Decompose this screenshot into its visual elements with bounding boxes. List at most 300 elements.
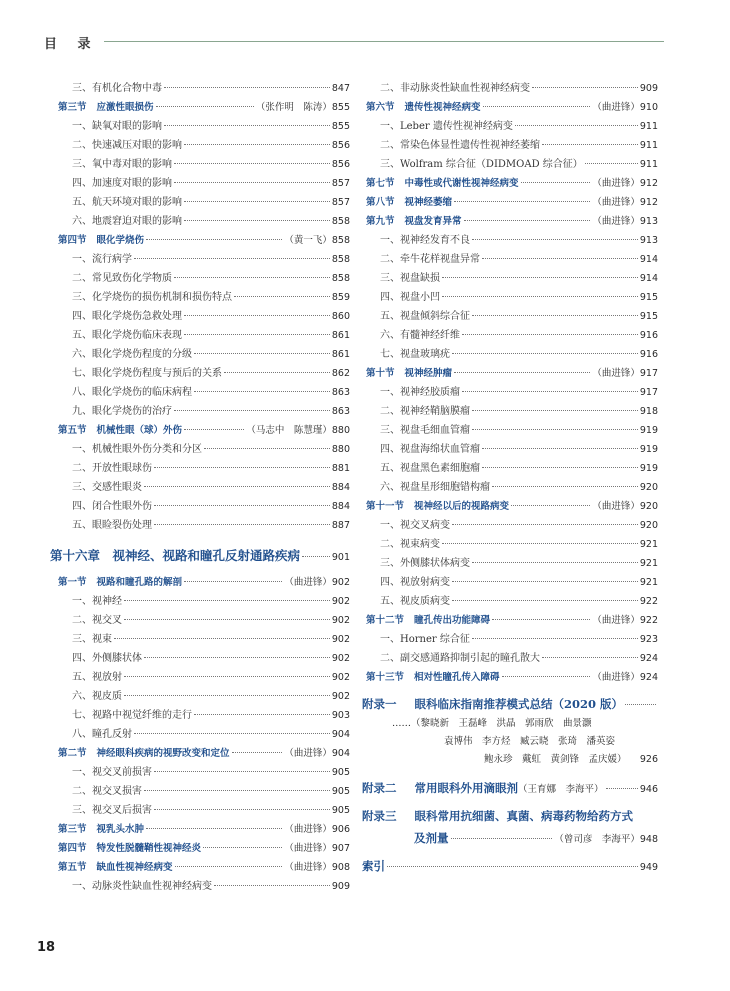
toc-entry-title: 四、视盘小凹 — [380, 292, 440, 303]
toc-leader — [472, 562, 638, 563]
toc-entry — [58, 459, 350, 478]
toc-entry — [58, 611, 350, 630]
toc-entry-title: 四、视盘海绵状血管瘤 — [380, 444, 480, 455]
appendix-1 — [362, 693, 658, 769]
toc-leader — [164, 87, 330, 88]
toc-entry — [58, 326, 350, 345]
toc-page-number: 914 — [639, 273, 658, 284]
toc-entry-title: 四、外侧膝状体 — [72, 653, 142, 664]
toc-leader — [472, 638, 638, 639]
toc-leader — [214, 885, 330, 886]
toc-leader — [194, 714, 330, 715]
section-number: 第二节 — [58, 748, 87, 759]
toc-entry-title: 五、眼睑裂伤处理 — [72, 520, 152, 531]
toc-entry-title: 二、视交叉 — [72, 615, 122, 626]
index-title: 索引 — [362, 859, 385, 873]
section-number: 第一节 — [58, 577, 87, 588]
toc-entry — [58, 877, 350, 896]
toc-entry-title: 二、非动脉炎性缺血性视神经病变 — [380, 83, 530, 94]
header-rule — [104, 41, 664, 42]
toc-leader — [144, 486, 330, 487]
toc-leader — [451, 838, 553, 839]
toc-page-number: 862 — [331, 368, 350, 379]
toc-entry — [366, 326, 658, 345]
section-number: 第十一节 — [366, 501, 405, 512]
toc-page-number: 901 — [331, 552, 350, 563]
toc-section-heading — [366, 668, 658, 687]
toc-leader — [482, 448, 638, 449]
toc-page-number: 904 — [331, 729, 350, 740]
toc-leader — [532, 87, 638, 88]
toc-page-number: 924 — [639, 672, 658, 683]
toc-page-number: 905 — [331, 805, 350, 816]
toc-leader — [521, 182, 591, 183]
toc-leader — [442, 296, 638, 297]
toc-entry — [366, 136, 658, 155]
toc-leader — [204, 448, 330, 449]
toc-entry-title: 神经眼科疾病的视野改变和定位 — [96, 748, 230, 759]
toc-entry-title: 三、视交叉后损害 — [72, 805, 152, 816]
toc-leader — [232, 752, 283, 753]
toc-entry — [58, 250, 350, 269]
toc-entry-title: 一、流行病学 — [72, 254, 132, 265]
toc-leader — [184, 220, 330, 221]
toc-page-number: 915 — [639, 292, 658, 303]
toc-right-entries — [366, 79, 658, 687]
toc-entry-title: 五、视皮质病变 — [380, 596, 450, 607]
toc-entry-title: 四、视放射病变 — [380, 577, 450, 588]
toc-leader — [483, 106, 591, 107]
toc-page-number: 857 — [331, 197, 350, 208]
toc-leader — [174, 182, 330, 183]
toc-entry — [366, 155, 658, 174]
toc-entry-title: 九、眼化学烧伤的治疗 — [72, 406, 172, 417]
toc-entry-title: 一、视神经发育不良 — [380, 235, 470, 246]
toc-page-number: 920 — [639, 520, 658, 531]
toc-leader — [184, 201, 330, 202]
appendix-title: 眼科临床指南推荐模式总结（2020 版） — [414, 697, 624, 711]
toc-page-number: 902 — [331, 634, 350, 645]
toc-leader — [482, 467, 638, 468]
appendix-authors: （曾司彦 李海平） — [554, 834, 640, 845]
toc-page-number: 858 — [331, 235, 350, 246]
toc-page-number: 922 — [639, 596, 658, 607]
section-number: 第九节 — [366, 216, 395, 227]
toc-leader — [502, 676, 591, 677]
toc-leader — [175, 866, 283, 867]
toc-leader — [184, 581, 282, 582]
toc-section-heading — [366, 193, 658, 212]
section-number: 第五节 — [58, 425, 87, 436]
toc-authors: （曲进锋） — [592, 102, 640, 113]
toc-entry-title: 三、Wolfram 综合征（DIDMOAD 综合征） — [380, 159, 583, 170]
toc-authors: （曲进锋） — [592, 368, 640, 379]
toc-leader — [124, 600, 330, 601]
toc-entry — [366, 117, 658, 136]
toc-entry — [366, 383, 658, 402]
toc-leader — [606, 788, 638, 789]
toc-entry — [58, 364, 350, 383]
toc-section-heading — [366, 497, 658, 516]
toc-entry — [366, 288, 658, 307]
toc-leader — [454, 201, 590, 202]
toc-entry-title: 七、眼化学烧伤程度与预后的关系 — [72, 368, 222, 379]
toc-page-number: 917 — [639, 368, 658, 379]
toc-section-heading — [58, 839, 350, 858]
toc-entry-title: 第十六章 视神经、视路和瞳孔反射通路疾病 — [50, 548, 301, 563]
appendix-authors: （王育娜 李海平） — [518, 784, 604, 795]
toc-authors: （马志中 陈慧瑾） — [246, 425, 332, 436]
toc-entry — [58, 782, 350, 801]
toc-entry — [58, 687, 350, 706]
toc-section-heading — [366, 364, 658, 383]
toc-page-number: 912 — [639, 197, 658, 208]
toc-page-number: 946 — [639, 784, 658, 795]
appendix-title: 常用眼科外用滴眼剂 — [414, 781, 518, 795]
toc-page-number: 914 — [639, 254, 658, 265]
toc-page-number: 847 — [331, 83, 350, 94]
toc-entry-title: 一、视神经胶质瘤 — [380, 387, 460, 398]
toc-page-number: 921 — [639, 558, 658, 569]
toc-leader — [124, 676, 330, 677]
toc-page-number: 905 — [331, 767, 350, 778]
toc-entry-title: 三、交感性眼炎 — [72, 482, 142, 493]
toc-leader — [234, 296, 330, 297]
page-header-title: 目 录 — [44, 37, 99, 52]
toc-entry — [58, 706, 350, 725]
toc-leader — [472, 315, 638, 316]
toc-entry-title: 二、开放性眼球伤 — [72, 463, 152, 474]
toc-page-number: 920 — [639, 482, 658, 493]
toc-page-number: 916 — [639, 349, 658, 360]
appendix-2 — [362, 777, 658, 799]
toc-page-number: 911 — [639, 121, 658, 132]
toc-entry — [58, 174, 350, 193]
toc-page-number: 902 — [331, 691, 350, 702]
toc-authors: （曲进锋） — [592, 501, 640, 512]
toc-page-number: 913 — [639, 216, 658, 227]
toc-page-number: 921 — [639, 577, 658, 588]
toc-leader — [203, 847, 282, 848]
toc-authors: （曲进锋） — [592, 197, 640, 208]
toc-section-heading — [366, 611, 658, 630]
toc-leader — [492, 619, 590, 620]
toc-index — [362, 855, 658, 877]
section-number: 第三节 — [58, 102, 87, 113]
toc-leader — [184, 334, 330, 335]
toc-entry — [58, 801, 350, 820]
toc-page-number: 861 — [331, 330, 350, 341]
toc-leader — [515, 125, 638, 126]
toc-page-number: 913 — [639, 235, 658, 246]
toc-entry — [58, 383, 350, 402]
toc-leader — [452, 353, 638, 354]
toc-page-number: 903 — [331, 710, 350, 721]
toc-entry — [58, 136, 350, 155]
toc-entry-title: 三、视盘缺损 — [380, 273, 440, 284]
toc-page-number: 902 — [331, 615, 350, 626]
toc-entry-title: 视神经肿瘤 — [404, 368, 453, 379]
toc-entry-title: 六、地震窘迫对眼的影响 — [72, 216, 182, 227]
toc-entry-title: 视路和瞳孔路的解剖 — [96, 577, 183, 588]
toc-leader — [144, 790, 330, 791]
toc-entry-title: 八、眼化学烧伤的临床病程 — [72, 387, 192, 398]
toc-entry — [58, 307, 350, 326]
toc-page-number: 920 — [639, 501, 658, 512]
toc-page-number: 863 — [331, 406, 350, 417]
toc-entry-title: 应激性眼损伤 — [96, 102, 154, 113]
toc-page-number: 856 — [331, 140, 350, 151]
toc-leader — [154, 771, 330, 772]
toc-entry-title: 五、眼化学烧伤临床表现 — [72, 330, 182, 341]
toc-entry — [366, 345, 658, 364]
toc-entry-title: 视乳头水肿 — [96, 824, 145, 835]
toc-page-number: 921 — [639, 539, 658, 550]
toc-authors: （黄一飞） — [284, 235, 332, 246]
toc-entry — [58, 193, 350, 212]
toc-leader — [154, 809, 330, 810]
toc-entry-title: 六、眼化学烧伤程度的分级 — [72, 349, 192, 360]
appendix-3 — [362, 805, 658, 849]
toc-page-number: 856 — [331, 159, 350, 170]
toc-authors: （曲进锋） — [284, 843, 332, 854]
toc-section-heading — [58, 820, 350, 839]
toc-page-number: 917 — [639, 387, 658, 398]
toc-page-number: 911 — [639, 140, 658, 151]
toc-leader — [146, 828, 282, 829]
toc-page-number: 919 — [639, 425, 658, 436]
toc-leader — [144, 657, 330, 658]
toc-page-number: 909 — [639, 83, 658, 94]
toc-entry-title: 视神经萎缩 — [404, 197, 453, 208]
page-number: 18 — [37, 940, 56, 955]
toc-leader — [542, 144, 638, 145]
toc-entry-title: 二、常见致伤化学物质 — [72, 273, 172, 284]
toc-leader — [302, 556, 330, 557]
toc-entry — [366, 630, 658, 649]
toc-entry-title: 七、视路中视觉纤维的走行 — [72, 710, 192, 721]
toc-section-heading — [58, 573, 350, 592]
toc-page-number: 906 — [331, 824, 350, 835]
toc-entry-title: 八、瞳孔反射 — [72, 729, 132, 740]
toc-page-number: 908 — [331, 862, 350, 873]
toc-entry-title: 三、氧中毒对眼的影响 — [72, 159, 172, 170]
toc-leader — [542, 657, 638, 658]
toc-page-number: 902 — [331, 577, 350, 588]
toc-leader — [462, 334, 638, 335]
toc-entry — [58, 630, 350, 649]
toc-entry-title: 三、化学烧伤的损伤机制和损伤特点 — [72, 292, 232, 303]
toc-leader — [452, 581, 638, 582]
section-number: 第十二节 — [366, 615, 405, 626]
toc-entry-title: 一、机械性眼外伤分类和分区 — [72, 444, 202, 455]
toc-leader — [194, 353, 330, 354]
toc-page-number: 887 — [331, 520, 350, 531]
toc-page-number: 910 — [639, 102, 658, 113]
toc-page-number: 858 — [331, 216, 350, 227]
section-number: 第四节 — [58, 843, 87, 854]
toc-entry-title: 一、Leber 遗传性视神经病变 — [380, 121, 513, 132]
toc-entry — [366, 478, 658, 497]
toc-entry-title: 七、视盘玻璃疣 — [380, 349, 450, 360]
toc-page-number: 863 — [331, 387, 350, 398]
toc-page-number: 911 — [639, 159, 658, 170]
toc-entry-title: 二、视交叉损害 — [72, 786, 142, 797]
toc-entry-title: 三、视盘毛细血管瘤 — [380, 425, 470, 436]
toc-authors: （曲进锋） — [592, 178, 640, 189]
toc-entry — [58, 497, 350, 516]
toc-entry-title: 视神经以后的视路病变 — [414, 501, 510, 512]
toc-leader — [194, 391, 330, 392]
toc-entry-title: 瞳孔传出功能障碍 — [414, 615, 491, 626]
toc-leader — [184, 429, 244, 430]
toc-entry — [366, 79, 658, 98]
toc-leader — [174, 277, 330, 278]
toc-entry — [366, 516, 658, 535]
toc-page-number: 923 — [639, 634, 658, 645]
toc-authors: （张作明 陈涛） — [255, 102, 332, 113]
toc-entry — [58, 592, 350, 611]
toc-section-heading — [366, 212, 658, 231]
toc-entry-title: 五、视放射 — [72, 672, 122, 683]
toc-leader — [442, 277, 638, 278]
toc-entry — [58, 345, 350, 364]
toc-entry-title: 二、视束病变 — [380, 539, 440, 550]
toc-page-number: 855 — [331, 102, 350, 113]
toc-page-number: 918 — [639, 406, 658, 417]
toc-leader — [134, 733, 330, 734]
toc-leader — [154, 467, 330, 468]
toc-entry-title: 六、有髓神经纤维 — [380, 330, 460, 341]
appendix-number: 附录三 — [362, 809, 397, 823]
toc-page-number: 912 — [639, 178, 658, 189]
toc-page-number: 857 — [331, 178, 350, 189]
toc-entry-title: 一、视神经 — [72, 596, 122, 607]
toc-entry — [366, 459, 658, 478]
toc-page-number: 915 — [639, 311, 658, 322]
toc-entry-title: 二、快速减压对眼的影响 — [72, 140, 182, 151]
toc-page-number: 858 — [331, 254, 350, 265]
toc-entry-title: 缺血性视神经病变 — [96, 862, 173, 873]
toc-leader — [184, 144, 330, 145]
toc-entry — [366, 554, 658, 573]
toc-leader — [442, 543, 638, 544]
toc-page-number: 880 — [331, 444, 350, 455]
toc-entry-title: 三、视束 — [72, 634, 112, 645]
toc-entry — [58, 79, 350, 98]
section-number: 第四节 — [58, 235, 87, 246]
toc-leader — [472, 239, 638, 240]
toc-leader — [511, 505, 590, 506]
toc-entry — [366, 307, 658, 326]
toc-entry-title: 六、视盘星形细胞错构瘤 — [380, 482, 490, 493]
toc-page-number: 916 — [639, 330, 658, 341]
toc-entry — [366, 402, 658, 421]
toc-leader — [174, 410, 330, 411]
section-number: 第五节 — [58, 862, 87, 873]
toc-entry — [58, 668, 350, 687]
toc-entry-title: 五、视盘黑色素细胞瘤 — [380, 463, 480, 474]
toc-entry — [58, 288, 350, 307]
appendix-authors: 鲍永珍 戴虹 黄剑锋 孟庆媛） — [484, 754, 627, 765]
toc-entry — [366, 535, 658, 554]
toc-entry — [58, 725, 350, 744]
toc-authors: （曲进锋） — [592, 672, 640, 683]
toc-leader — [454, 372, 590, 373]
toc-page-number: 861 — [331, 349, 350, 360]
section-number: 第六节 — [366, 102, 395, 113]
toc-entry-title: 一、视交叉前损害 — [72, 767, 152, 778]
appendix-title-cont: 及剂量 — [414, 831, 449, 845]
toc-leader — [134, 258, 330, 259]
toc-entry — [58, 212, 350, 231]
toc-leader — [452, 600, 638, 601]
toc-entry-title: 一、视交叉病变 — [380, 520, 450, 531]
toc-entry — [366, 250, 658, 269]
toc-entry-title: 四、闭合性眼外伤 — [72, 501, 152, 512]
toc-page-number: 881 — [331, 463, 350, 474]
toc-entry-title: 遗传性视神经病变 — [404, 102, 481, 113]
toc-entry — [58, 478, 350, 497]
toc-leader — [472, 429, 638, 430]
toc-entry — [58, 155, 350, 174]
toc-authors: （曲进锋） — [284, 577, 332, 588]
toc-entry-title: 视盘发育异常 — [404, 216, 462, 227]
section-number: 第十三节 — [366, 672, 405, 683]
toc-entry — [58, 117, 350, 136]
toc-page-number: 884 — [331, 501, 350, 512]
section-number: 第三节 — [58, 824, 87, 835]
toc-leader — [224, 372, 330, 373]
appendix-title: 眼科常用抗细菌、真菌、病毒药物给药方式 — [414, 809, 633, 823]
toc-left-column — [50, 79, 350, 896]
toc-section-heading — [366, 98, 658, 117]
toc-leader — [585, 163, 638, 164]
toc-page-number: 884 — [331, 482, 350, 493]
toc-entry-title: 眼化学烧伤 — [96, 235, 145, 246]
appendix-number: 附录二 — [362, 781, 397, 795]
toc-leader — [174, 163, 330, 164]
toc-page-number: 902 — [331, 672, 350, 683]
toc-leader — [154, 505, 330, 506]
toc-authors: （曲进锋） — [592, 216, 640, 227]
toc-entry-title: 机械性眼（球）外伤 — [96, 425, 183, 436]
toc-leader — [124, 695, 330, 696]
toc-page-number: 926 — [639, 754, 658, 765]
toc-entry-title: 二、视神经鞘脑膜瘤 — [380, 406, 470, 417]
toc-entry-title: 一、缺氧对眼的影响 — [72, 121, 162, 132]
toc-entry — [366, 269, 658, 288]
toc-entry — [366, 649, 658, 668]
toc-entry-title: 三、有机化合物中毒 — [72, 83, 162, 94]
toc-entry — [366, 573, 658, 592]
toc-entry-title: 二、牵牛花样视盘异常 — [380, 254, 480, 265]
toc-entry-title: 中毒性或代谢性视神经病变 — [404, 178, 519, 189]
toc-leader — [452, 524, 638, 525]
toc-section-heading — [366, 174, 658, 193]
toc-leader — [464, 220, 591, 221]
toc-leader — [164, 125, 330, 126]
toc-entry-title: 二、副交感通路抑制引起的瞳孔散大 — [380, 653, 540, 664]
toc-section-heading — [58, 744, 350, 763]
toc-leader — [492, 486, 638, 487]
toc-page-number: 905 — [331, 786, 350, 797]
toc-leader — [387, 866, 638, 867]
toc-entry — [58, 440, 350, 459]
toc-entry — [366, 421, 658, 440]
toc-entry-title: 三、外侧膝状体病变 — [380, 558, 470, 569]
toc-entry-title: 六、视皮质 — [72, 691, 122, 702]
